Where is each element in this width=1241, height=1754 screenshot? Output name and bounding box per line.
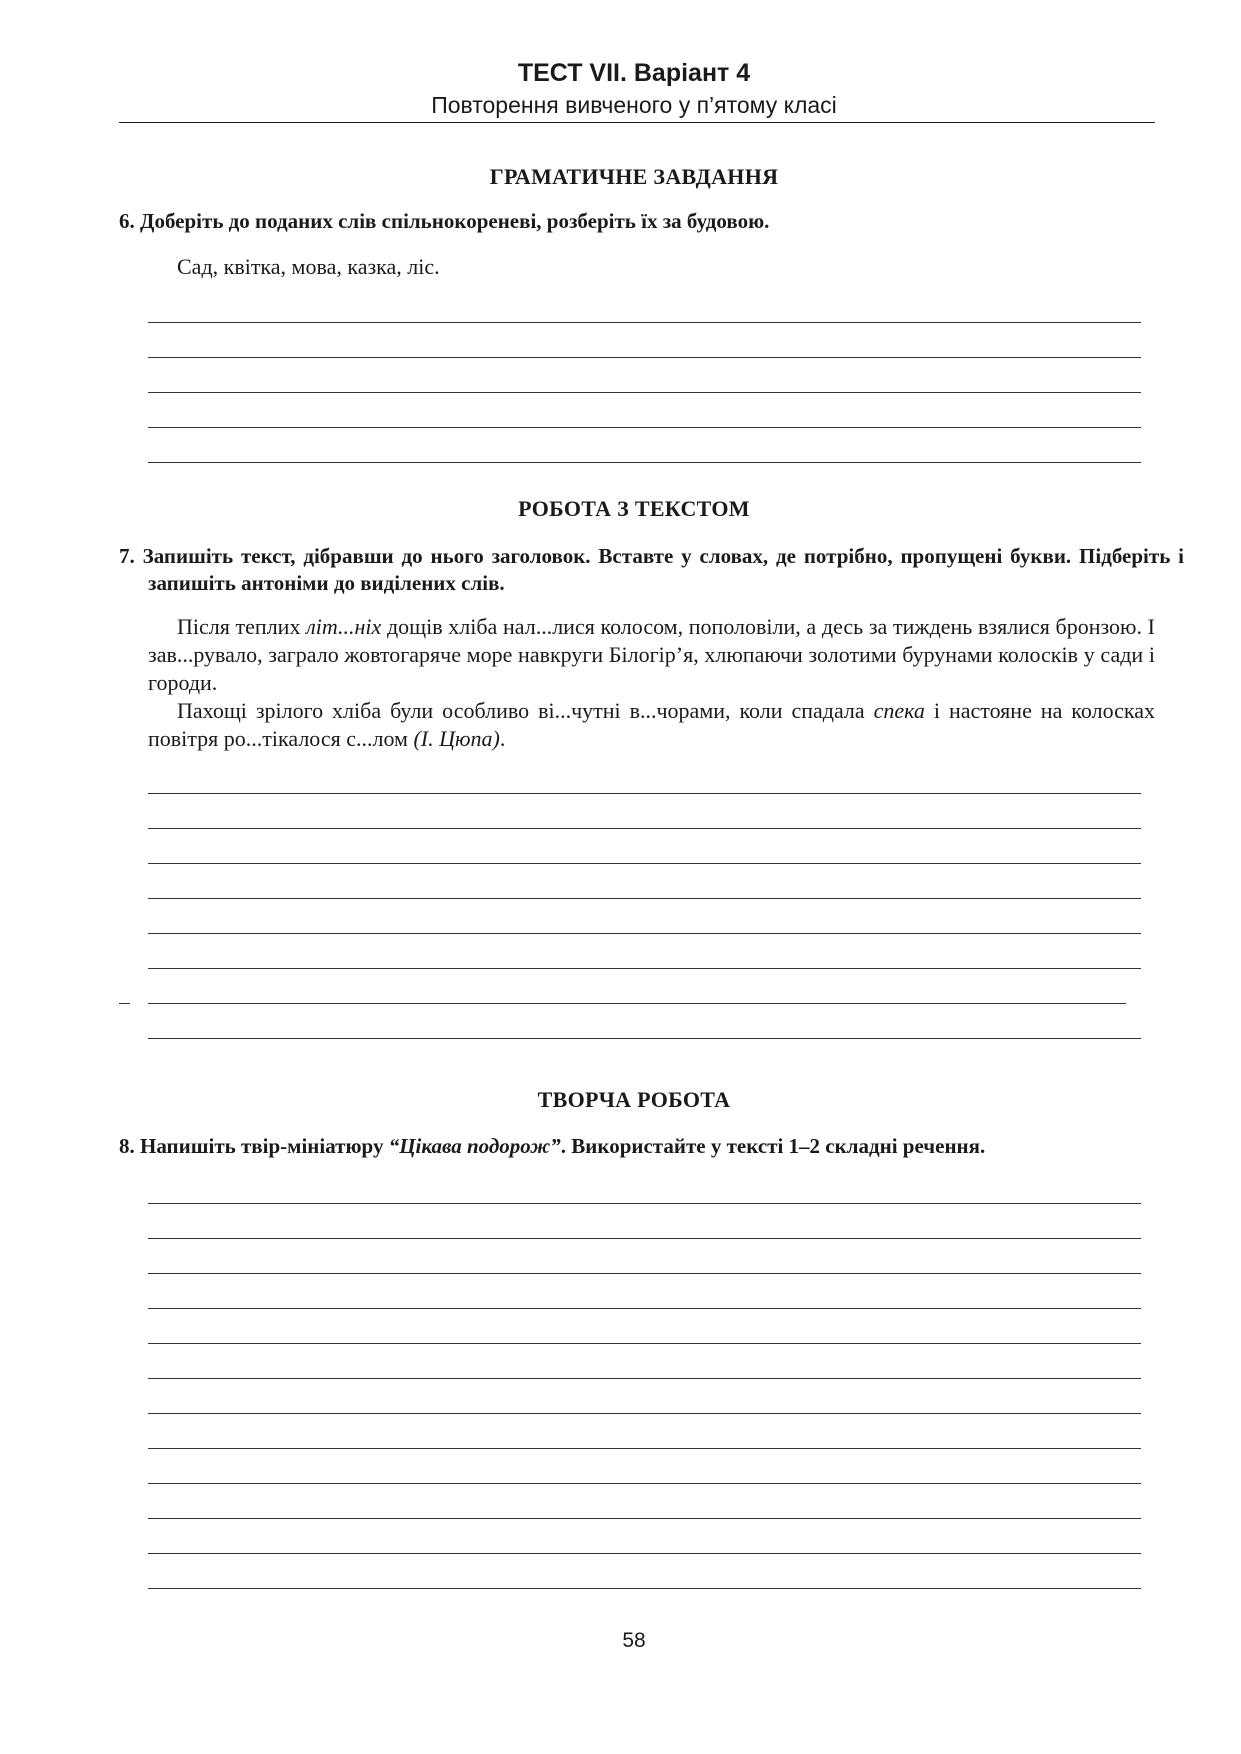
section-title-grammar: ГРАМАТИЧНЕ ЗАВДАННЯ — [489, 164, 779, 189]
answer-line[interactable] — [148, 1413, 1141, 1414]
answer-line[interactable] — [148, 462, 1141, 463]
answer-line[interactable] — [148, 357, 1141, 358]
answer-line[interactable] — [148, 1518, 1141, 1519]
answer-line[interactable] — [148, 1553, 1141, 1554]
text-paragraph-1: Після теплих літ...ніх дощів хліба нал...лися колосом, пополовіли, а десь за тиждень взялися бронзою. І зав...рувало, заграло жовтогаряче море навкруги Білогір’я, хлюпаючи золотими бурунами колосків у сади і городи. — [148, 614, 1155, 695]
answer-line[interactable] — [148, 1273, 1141, 1274]
page-number: 58 — [622, 1629, 646, 1652]
answer-line[interactable] — [148, 1378, 1141, 1379]
answer-line[interactable] — [148, 1203, 1141, 1204]
margin-dash — [119, 1003, 130, 1004]
text-paragraph-2: Пахощі зрілого хліба були особливо ві...чутні в...чорами, коли спадала спека і настояне на колосках повітря ро...тікалося с...лом (І. Цюпа). — [148, 698, 1156, 751]
answer-line[interactable] — [148, 392, 1141, 393]
answer-line[interactable] — [148, 1588, 1141, 1589]
answer-line[interactable] — [148, 863, 1141, 864]
task-8: 8. Напишіть твір-мініатюру “Цікава подорож”. Використайте у тексті 1–2 складні речення. — [119, 1134, 986, 1158]
answer-line[interactable] — [148, 1238, 1141, 1239]
answer-line[interactable] — [148, 1003, 1126, 1004]
answer-line[interactable] — [148, 933, 1141, 934]
page-header-title: ТЕСТ VII. Варіант 4 — [517, 59, 751, 87]
task-6: 6. Доберіть до поданих слів спільнокореневі, розберіть їх за будовою. — [119, 209, 770, 233]
answer-line[interactable] — [148, 1308, 1141, 1309]
answer-line[interactable] — [148, 1483, 1141, 1484]
answer-line[interactable] — [148, 1343, 1141, 1344]
answer-line[interactable] — [148, 322, 1141, 323]
highlighted-word: літ...ніх — [306, 614, 382, 639]
page-header-subtitle: Повторення вивченого у п’ятому класі — [431, 92, 837, 118]
answer-line[interactable] — [148, 793, 1141, 794]
highlighted-word: спека — [873, 698, 925, 723]
essay-topic: “Цікава подорож” — [388, 1134, 561, 1158]
answer-line[interactable] — [148, 1448, 1141, 1449]
answer-line[interactable] — [148, 427, 1141, 428]
answer-line[interactable] — [148, 828, 1141, 829]
task-6-words: Сад, квітка, мова, казка, ліс. — [177, 254, 440, 279]
answer-line[interactable] — [148, 968, 1141, 969]
text-source: (І. Цюпа) — [413, 726, 500, 751]
answer-line[interactable] — [148, 1038, 1141, 1039]
task-7: 7. Запишіть текст, дібравши до нього заголовок. Вставте у словах, де потрібно, пропущені букви. Підберіть і запишіть антоніми до виділених слів. — [119, 544, 1184, 595]
section-title-text-work: РОБОТА З ТЕКСТОМ — [518, 496, 750, 521]
section-title-creative: ТВОРЧА РОБОТА — [537, 1087, 731, 1112]
header-divider — [119, 122, 1155, 123]
answer-line[interactable] — [148, 898, 1141, 899]
